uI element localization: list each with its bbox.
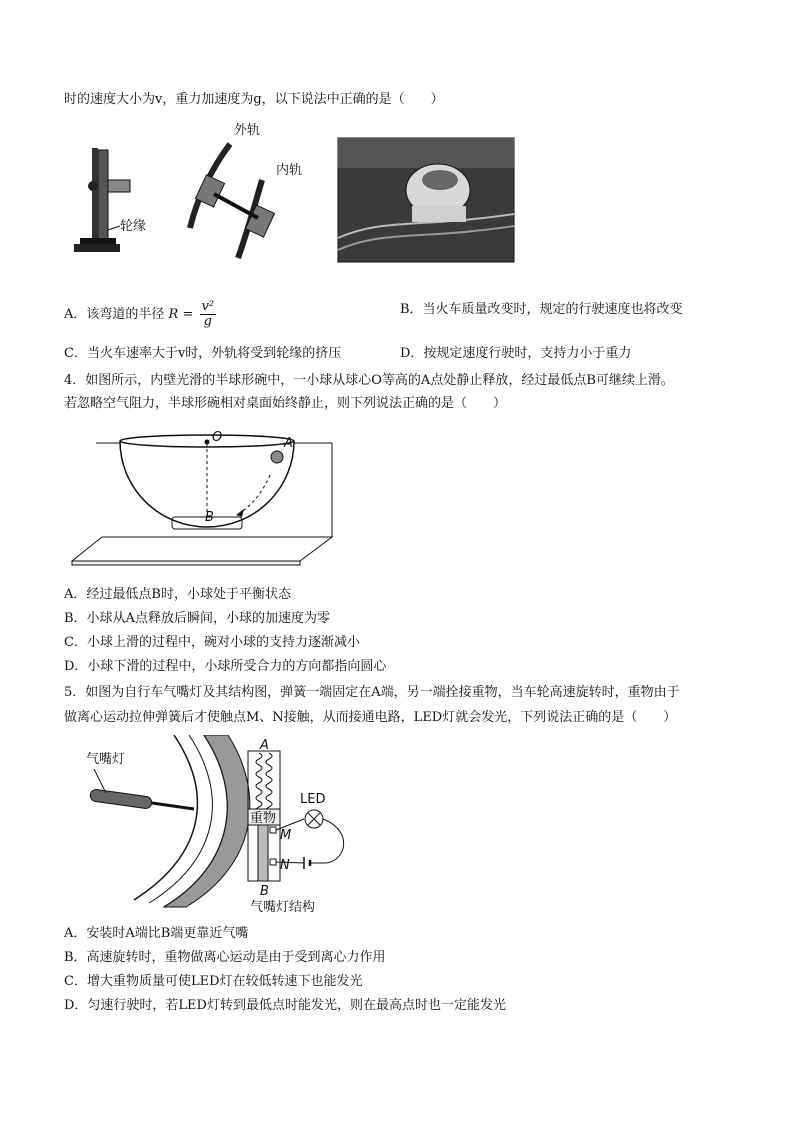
point-a-label: A bbox=[284, 436, 293, 451]
q4-option-b: B．小球从A点释放后瞬间，小球的加速度为零 bbox=[64, 611, 330, 626]
bicycle-wheel-diagram bbox=[84, 735, 250, 907]
weight-label: 重物 bbox=[250, 811, 277, 826]
flange-label: 轮缘 bbox=[120, 219, 147, 234]
q3-option-a-lhs: R = bbox=[168, 307, 194, 322]
q3-option-a bbox=[64, 300, 216, 329]
lamp-structure-diagram bbox=[248, 738, 344, 915]
led-label: LED bbox=[300, 792, 326, 807]
q3-option-a-denominator: g bbox=[203, 314, 212, 329]
q3-figure bbox=[62, 118, 522, 268]
q3-option-b: B．当火车质量改变时，规定的行驶速度也将改变 bbox=[400, 302, 683, 317]
end-a-label: A bbox=[260, 738, 269, 753]
bowl-diagram bbox=[72, 430, 332, 565]
q3-stem: 时的速度大小为v，重力加速度为g，以下说法中正确的是（ ） bbox=[64, 92, 444, 107]
contact-m-label: M bbox=[280, 828, 292, 843]
q5-option-b: B．高速旋转时，重物做离心运动是由于受到离心力作用 bbox=[64, 950, 386, 965]
inner-rail-label: 内轨 bbox=[276, 163, 303, 178]
q3-option-a-numerator: v² bbox=[201, 299, 215, 314]
q4-stem-line1: 4．如图所示，内壁光滑的半球形碗中，一小球从球心O等高的A点处静止释放，经过最低点B可继续上滑。 bbox=[64, 373, 674, 388]
end-b-label: B bbox=[260, 884, 269, 899]
q3-option-a-prefix: A．该弯道的半径 bbox=[64, 307, 165, 322]
train-photo bbox=[338, 138, 514, 262]
q3-option-a-fraction bbox=[200, 300, 217, 329]
q5-option-c: C．增大重物质量可使LED灯在较低转速下也能发光 bbox=[64, 974, 363, 989]
q3-option-c: C．当火车速率大于v时，外轨将受到轮缘的挤压 bbox=[64, 346, 342, 361]
q3-option-d: D．按规定速度行驶时，支持力小于重力 bbox=[400, 346, 632, 361]
q4-stem-line2: 若忽略空气阻力，半球形碗相对桌面始终静止，则下列说法正确的是（ ） bbox=[64, 396, 507, 411]
point-o-label: O bbox=[212, 430, 223, 445]
q4-option-d: D．小球下滑的过程中，小球所受合力的方向都指向圆心 bbox=[64, 659, 387, 674]
valve-lamp-label: 气嘴灯 bbox=[86, 752, 126, 767]
structure-caption: 气嘴灯结构 bbox=[250, 900, 316, 915]
wheel-flange-diagram bbox=[74, 148, 146, 252]
q5-option-d: D．匀速行驶时，若LED灯转到最低点时能发光，则在最高点时也一定能发光 bbox=[64, 998, 506, 1013]
q4-option-a: A．经过最低点B时，小球处于平衡状态 bbox=[64, 587, 291, 602]
point-b-label: B bbox=[205, 510, 214, 525]
q4-option-c: C．小球上滑的过程中，碗对小球的支持力逐渐减小 bbox=[64, 635, 360, 650]
q5-option-a: A．安装时A端比B端更靠近气嘴 bbox=[64, 926, 249, 941]
contact-n-label: N bbox=[280, 858, 290, 873]
outer-rail-label: 外轨 bbox=[234, 123, 261, 138]
q4-figure bbox=[62, 425, 362, 570]
rail-axle-diagram bbox=[190, 122, 302, 258]
q5-stem-line1: 5．如图为自行车气嘴灯及其结构图，弹簧一端固定在A端，另一端拴接重物，当车轮高速旋转时，重物由于 bbox=[64, 685, 680, 700]
q5-stem-line2: 做离心运动拉伸弹簧后才使触点M、N接触，从而接通电路，LED灯就会发光，下列说法正确的是（ ） bbox=[64, 710, 677, 725]
q5-figure bbox=[64, 735, 364, 915]
